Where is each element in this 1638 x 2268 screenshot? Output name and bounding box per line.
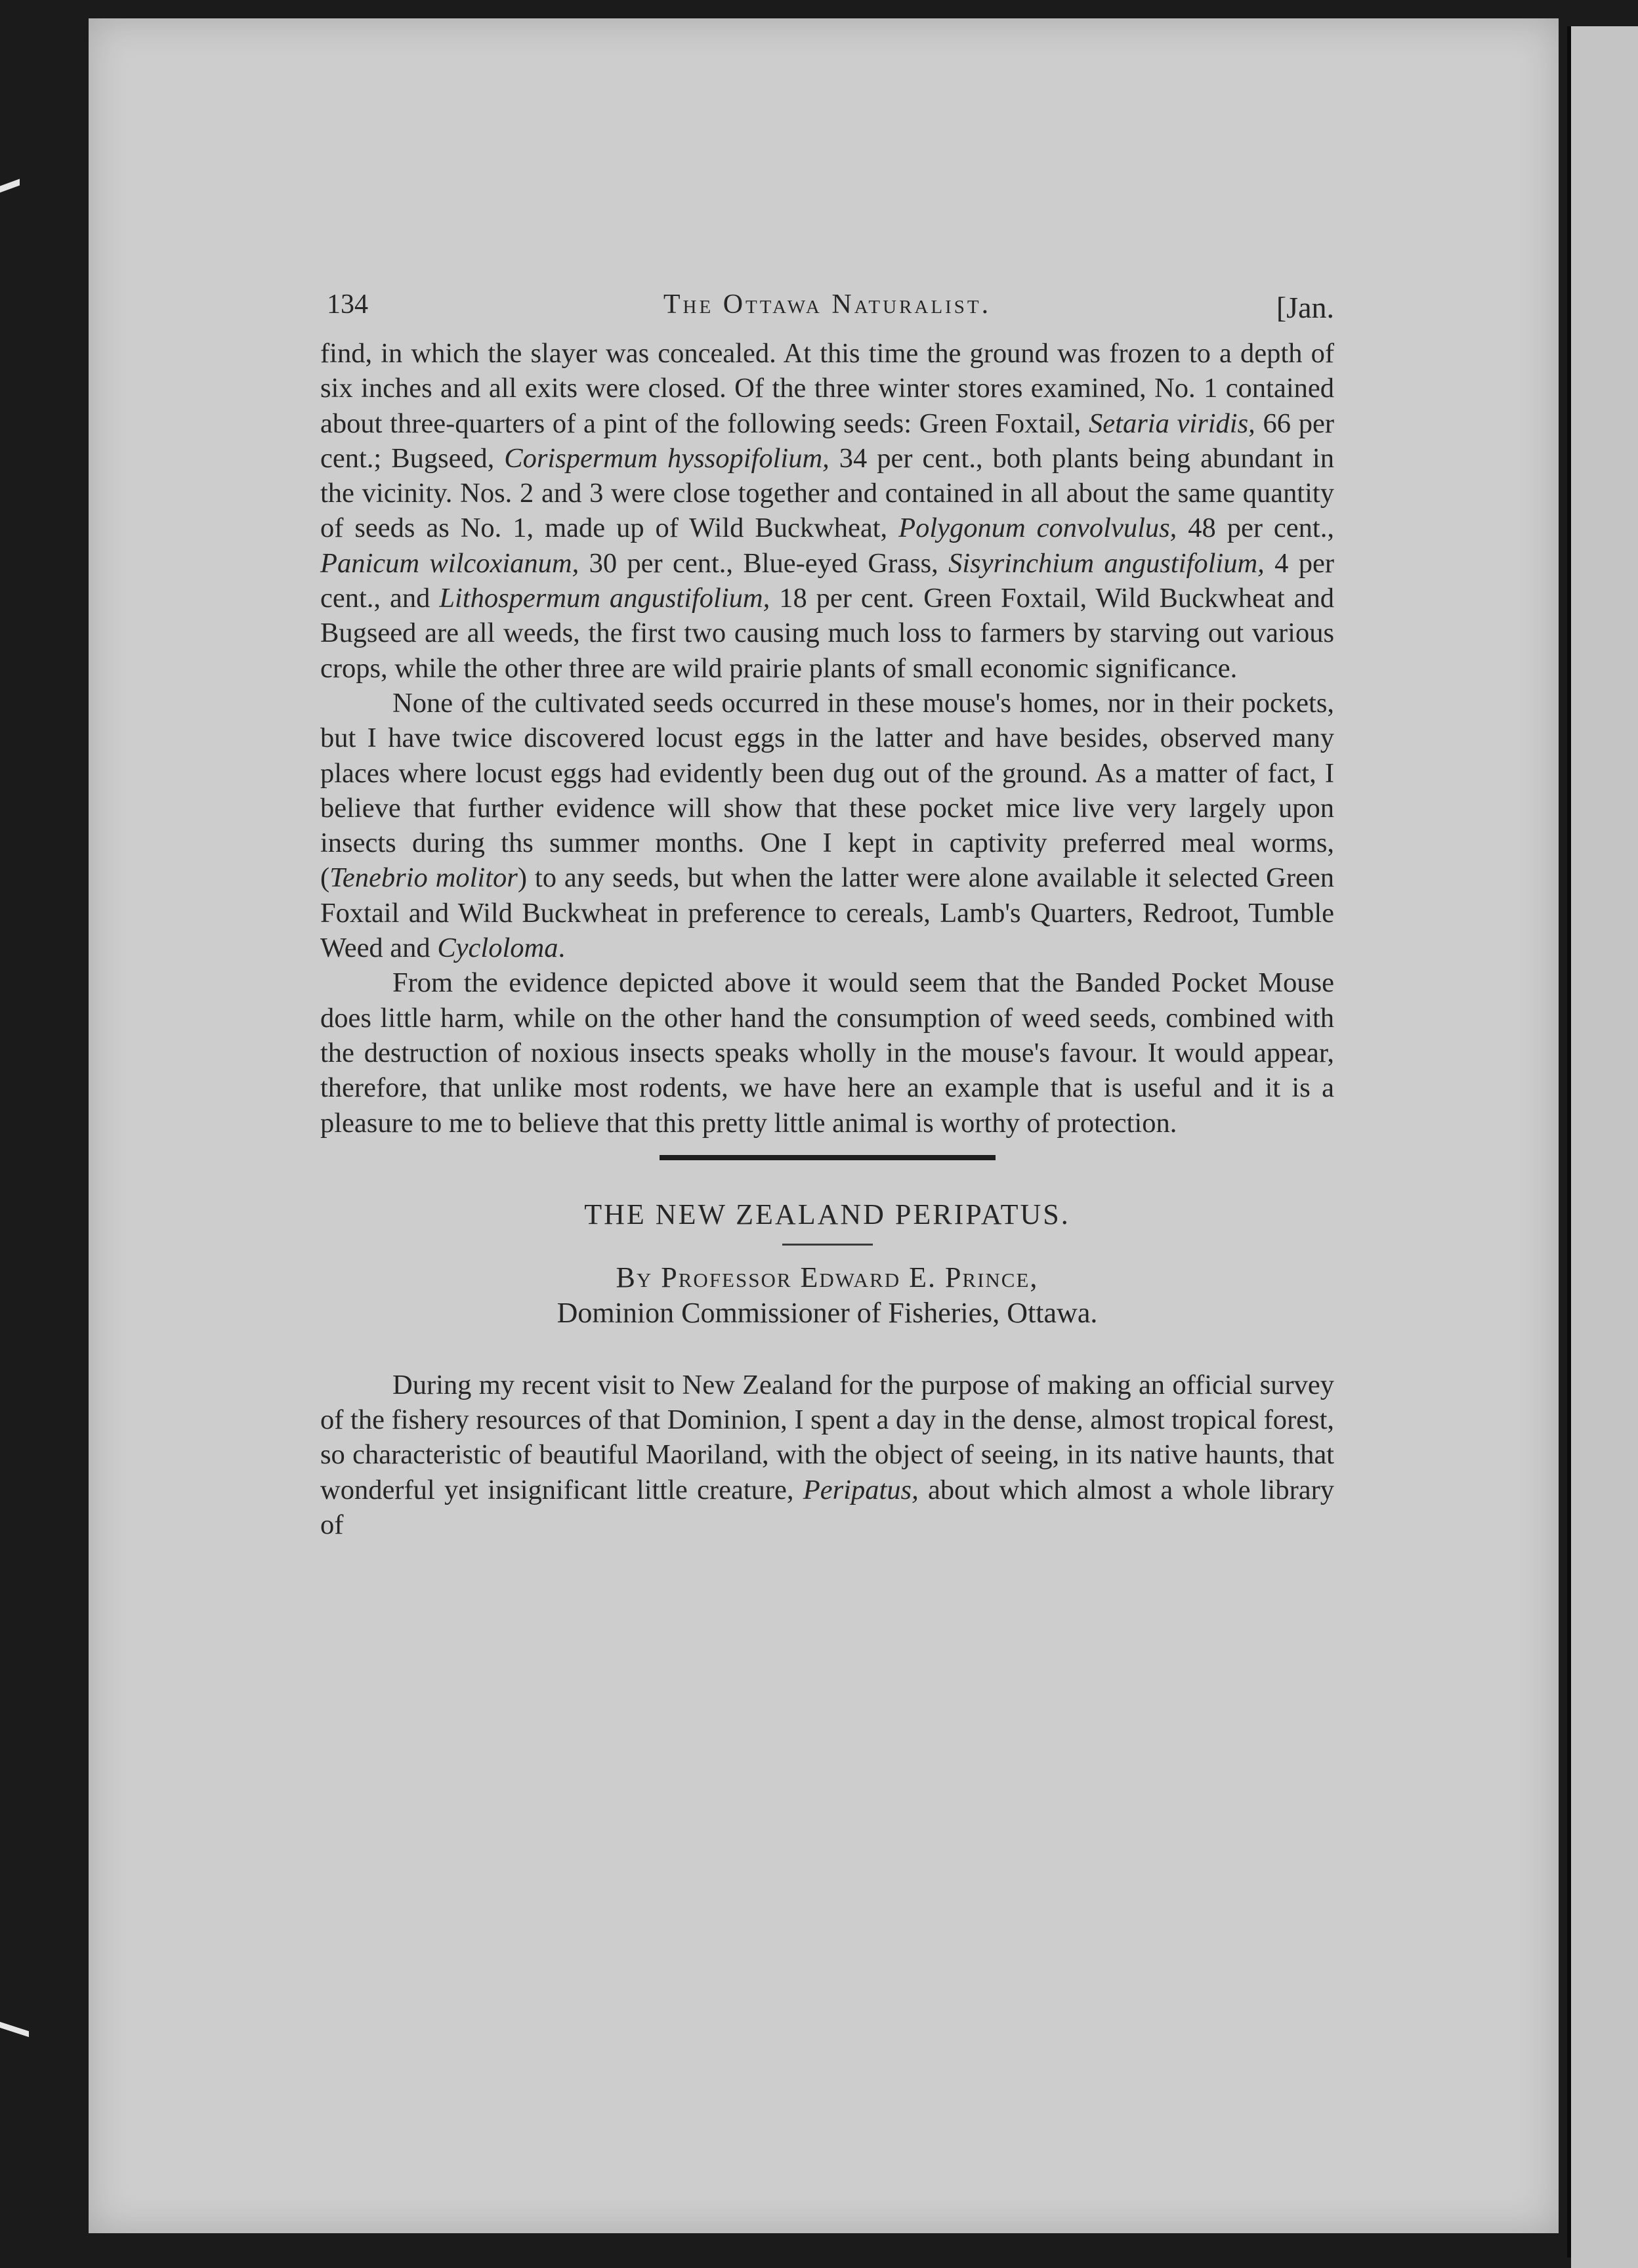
article-title: THE NEW ZEALAND PERIPATUS.: [584, 1198, 1070, 1230]
text-run: ) to any seeds, but when the latter were alone available it selected Green Foxtail and Wild Buckwheat in preference to cereals, Lamb's Quarters, Redroot, Tumble Weed and: [320, 862, 1335, 964]
text-run: 30 per cent., Blue-eyed Grass,: [579, 547, 949, 579]
text-run: 34 per cent., both plants being abundant in the vicinity. Nos. 2 and 3 were close together and contained in all about the same quantity of seeds as No. 1, made up of Wild Buckwheat,: [320, 442, 1334, 544]
species-name: Tenebrio molitor: [329, 862, 518, 894]
text-run: find, in which the slayer was concealed. At this time the ground was frozen to a depth of six inches and all exits were closed. Of the three winter stores examined, No. 1 contained about three-quarters of a pint of the following seeds: Green Foxtail,: [320, 338, 1334, 439]
text-run: 4 per cent., and: [320, 547, 1334, 614]
binding-mark-bottom: [0, 2022, 29, 2037]
body-paragraph-2: [320, 686, 1334, 965]
text-run: 18 per cent. Green Foxtail, Wild Buckwheat and Bugseed are all weeds, the first two causing much loss to farmers by starving out various crops, while the other three are wild prairie plants of small economic significance.: [320, 583, 1334, 684]
journal-title: The Ottawa Naturalist.: [663, 289, 992, 320]
adjacent-page-edge: [1571, 26, 1638, 2268]
binding-mark-top: [0, 179, 20, 193]
page-text-block: [320, 289, 1334, 1542]
page-number: 134: [327, 289, 368, 320]
species-name: Corispermum hyssopifolium,: [504, 442, 830, 474]
text-run: .: [558, 933, 566, 964]
issue-month: [Jan.: [1276, 291, 1334, 324]
species-name: Lithospermum angustifolium,: [439, 583, 770, 614]
text-run: about which almost a whole library of: [320, 1474, 1334, 1541]
species-name: Polygonum convolvulus,: [898, 513, 1177, 544]
title-underline-rule: [782, 1244, 873, 1246]
section-divider-rule: [660, 1155, 996, 1160]
text-run: None of the cultivated seeds occurred in these mouse's homes, nor in their pockets, but I have twice discovered locust eggs in the latter and have besides, observed many places where locust eggs had evidently been dug out of the ground. As a matter of fact, I believe that further evidence will show that these pocket mice live very largely upon insects during ths summer months. One I kept in captivity preferred meal worms, (: [320, 687, 1334, 894]
species-name: Cycloloma: [437, 933, 558, 964]
body-paragraph-1: [320, 336, 1334, 686]
article-paragraph-1: [320, 1368, 1334, 1542]
species-name: Sisyrinchium angustifolium,: [948, 547, 1265, 579]
species-name: Setaria viridis,: [1089, 408, 1255, 439]
text-run: 66 per cent.; Bugseed,: [320, 408, 1334, 474]
text-run: 48 per cent.,: [1177, 513, 1334, 544]
species-name: Panicum wilcoxianum,: [320, 547, 579, 579]
author-affiliation: Dominion Commissioner of Fisheries, Ottawa.: [556, 1296, 1098, 1329]
text-run: During my recent visit to New Zealand for the purpose of making an official survey of the fishery resources of that Dominion, I spent a day in the dense, almost tropical forest, so characteristic of beautiful Maoriland, with the object of seeing, in its native haunts, that wonderful yet insignificant little creature,: [320, 1369, 1334, 1505]
running-head: [320, 289, 1334, 336]
body-paragraph-3: From the evidence depicted above it would seem that the Banded Pocket Mouse does little harm, while on the other hand the consumption of weed seeds, combined with the destruction of noxious insects speaks wholly in the mouse's favour. It would appear, therefore, that unlike most rodents, we have here an example that is useful and it is a pleasure to me to believe that this pretty little animal is worthy of protection.: [320, 967, 1334, 1139]
author-byline: By Professor Edward E. Prince,: [616, 1261, 1039, 1293]
species-name: Peripatus,: [803, 1474, 919, 1505]
